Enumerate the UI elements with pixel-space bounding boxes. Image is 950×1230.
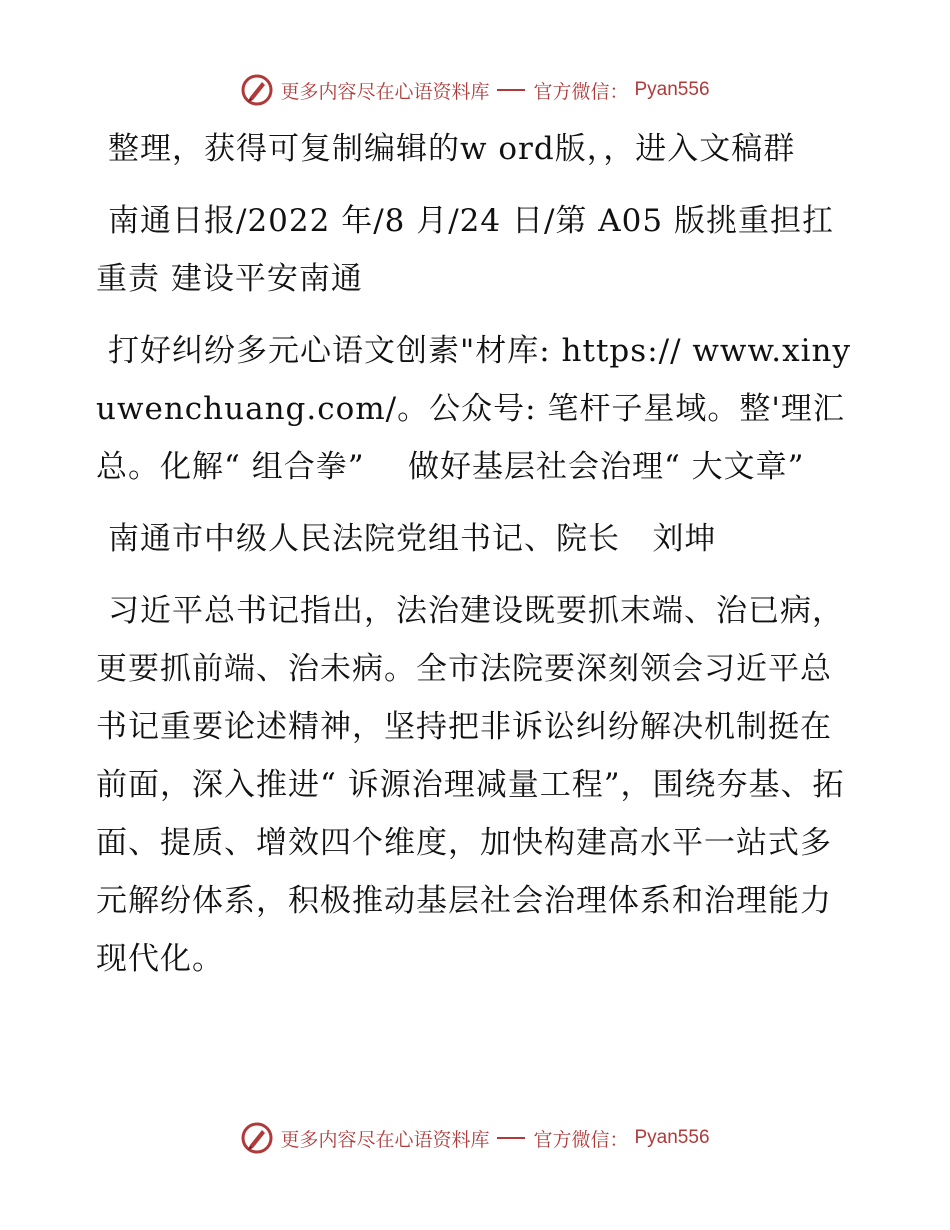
paragraph-body: 习近平总书记指出，法治建设既要抓末端、治已病，更要抓前端、治未病。全市法院要深刻领会习近平总书记重要论述精神，坚持把非诉讼纠纷解决机制挺在前面，深入推进“ 诉源治理减量工程”，围绕夯基、拓面、提质、增效四个维度，加快构建高水平一站式多元解纷体系，积极推动基层社会治理体系和治理能力现代化。 xyxy=(96,593,845,977)
header-banner-separator xyxy=(497,89,525,91)
header-banner-inner xyxy=(240,73,709,107)
paragraph-author: 南通市中级人民法院党组书记、院长 刘坤 xyxy=(108,521,717,557)
footer-official-label: 官方微信： xyxy=(533,1128,629,1151)
header-official-label: 官方微信： xyxy=(533,80,629,103)
paragraph-source: 南通日报/2022 年/8 月/24 日/第 A05 版挑重担扛重责 建设平安南通 xyxy=(96,203,834,297)
footer-wechat-id: Pyan556 xyxy=(634,1127,710,1148)
header-wechat-id: Pyan556 xyxy=(634,79,710,100)
paragraph-intro: 整理，获得可复制编辑的w ord版，，进入文稿群 xyxy=(108,131,796,167)
footer-banner-inner xyxy=(240,1121,709,1155)
footer-banner-text: 更多内容尽在心语资料库 xyxy=(280,1128,490,1151)
paragraph-title: 打好纠纷多元心语文创素"材库: https:// www.xinyuwenchuang.com/。公众号: 笔杆子星域。整'理汇总。化解“ 组合拳” 做好基层社会治理“ 大文章” xyxy=(96,333,852,485)
header-banner-text: 更多内容尽在心语资料库 xyxy=(280,80,490,103)
pen-logo-icon xyxy=(240,73,274,107)
header-banner xyxy=(0,70,950,110)
footer-banner xyxy=(0,1118,950,1158)
document-body xyxy=(96,120,856,1002)
footer-banner-separator xyxy=(497,1137,525,1139)
pen-logo-icon xyxy=(240,1121,274,1155)
